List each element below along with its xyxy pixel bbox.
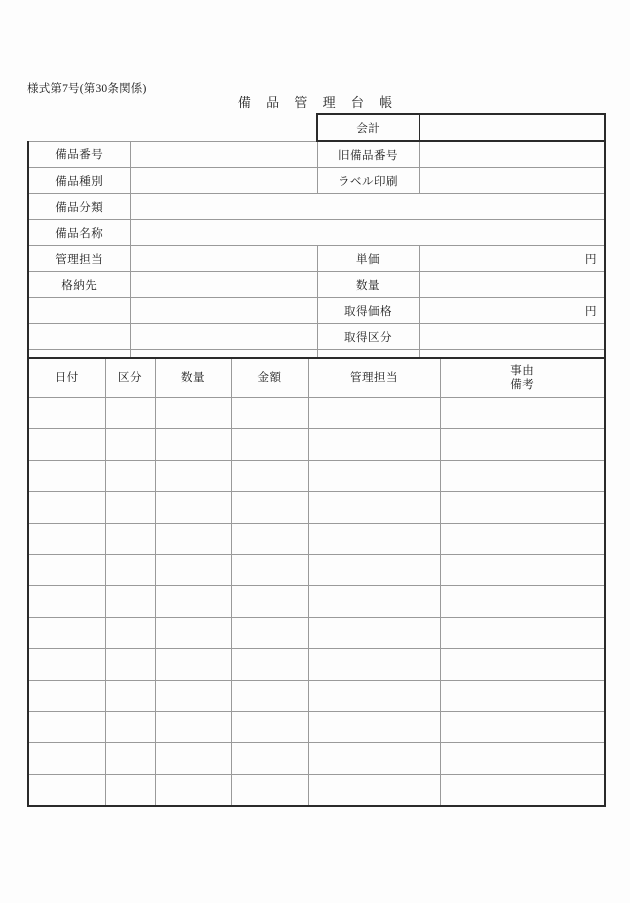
page-title: 備 品 管 理 台 帳 <box>237 95 399 110</box>
ledger-cell[interactable] <box>231 429 308 460</box>
value-old-equipment-number[interactable] <box>419 141 605 168</box>
info-row-equipment-number <box>28 141 605 168</box>
ledger-cell[interactable] <box>440 398 605 429</box>
ledger-cell[interactable] <box>105 398 155 429</box>
ledger-cell[interactable] <box>155 554 231 585</box>
table-row <box>28 774 605 806</box>
ledger-body <box>28 398 605 807</box>
ledger-cell[interactable] <box>28 743 105 774</box>
table-row <box>28 398 605 429</box>
column-header-remarks: 備考 <box>510 379 535 391</box>
info-row-equipment-type <box>28 168 605 194</box>
label-blank-2 <box>28 324 130 350</box>
info-row-equipment-category <box>28 194 605 220</box>
label-unit-price: 単価 <box>317 246 419 272</box>
ledger-cell[interactable] <box>155 649 231 680</box>
ledger-cell[interactable] <box>308 680 440 711</box>
equipment-info-table <box>27 113 606 377</box>
value-quantity[interactable] <box>419 272 605 298</box>
ledger-cell[interactable] <box>308 711 440 742</box>
ledger-cell[interactable] <box>105 743 155 774</box>
ledger-cell[interactable] <box>440 523 605 554</box>
ledger-cell[interactable] <box>231 398 308 429</box>
column-header-date-line1: 日付 <box>54 371 79 384</box>
ledger-cell[interactable] <box>308 398 440 429</box>
label-equipment-name: 備品名称 <box>28 220 130 246</box>
ledger-cell[interactable] <box>28 617 105 648</box>
ledger-cell[interactable] <box>155 743 231 774</box>
value-unit-price[interactable]: 円 <box>419 246 605 272</box>
ledger-cell[interactable] <box>155 617 231 648</box>
column-header-amount <box>231 358 308 398</box>
ledger-cell[interactable] <box>155 398 231 429</box>
ledger-cell[interactable] <box>308 586 440 617</box>
value-storage-location[interactable] <box>130 272 317 298</box>
ledger-cell[interactable] <box>155 429 231 460</box>
column-header-classification-line1: 区分 <box>118 371 142 384</box>
value-equipment-name[interactable] <box>130 220 605 246</box>
ledger-cell[interactable] <box>231 460 308 491</box>
label-manager: 管理担当 <box>28 246 130 272</box>
ledger-cell[interactable] <box>105 774 155 806</box>
info-row-manager <box>28 246 605 272</box>
ledger-cell[interactable] <box>105 492 155 523</box>
table-row <box>28 743 605 774</box>
ledger-cell[interactable] <box>231 492 308 523</box>
value-manager[interactable] <box>130 246 317 272</box>
ledger-cell[interactable] <box>440 460 605 491</box>
spacer-cell-left <box>28 114 130 141</box>
ledger-cell[interactable] <box>440 743 605 774</box>
ledger-cell[interactable] <box>440 711 605 742</box>
info-row-accounting <box>28 114 605 141</box>
label-acquisition-price: 取得価格 <box>317 298 419 324</box>
ledger-header-row <box>28 358 605 398</box>
ledger-cell[interactable] <box>308 429 440 460</box>
table-row <box>28 586 605 617</box>
ledger-cell[interactable] <box>231 586 308 617</box>
table-row <box>28 523 605 554</box>
ledger-cell[interactable] <box>105 460 155 491</box>
column-header-classification <box>105 358 155 398</box>
ledger-cell[interactable] <box>308 523 440 554</box>
form-number: 様式第7号(第30条関係) <box>27 83 147 95</box>
ledger-cell[interactable] <box>155 492 231 523</box>
label-equipment-number: 備品番号 <box>28 141 130 168</box>
label-equipment-category: 備品分類 <box>28 194 130 220</box>
info-row-equipment-name <box>28 220 605 246</box>
value-equipment-number[interactable] <box>130 141 317 168</box>
column-header-reason: 事由 <box>510 364 535 377</box>
label-accounting: 会計 <box>317 114 419 141</box>
value-label-printing[interactable] <box>419 168 605 194</box>
ledger-cell[interactable] <box>28 398 105 429</box>
ledger-cell[interactable] <box>28 774 105 806</box>
column-header-amount-line1: 金額 <box>257 371 282 384</box>
column-header-quantity <box>155 358 231 398</box>
ledger-cell[interactable] <box>231 523 308 554</box>
ledger-cell[interactable] <box>155 680 231 711</box>
table-row <box>28 554 605 585</box>
ledger-cell[interactable] <box>155 711 231 742</box>
ledger-cell[interactable] <box>105 680 155 711</box>
column-header-manager <box>308 358 440 398</box>
ledger-cell[interactable] <box>308 774 440 806</box>
ledger-cell[interactable] <box>155 460 231 491</box>
label-label-printing: ラベル印刷 <box>317 168 419 194</box>
ledger-cell[interactable] <box>440 680 605 711</box>
ledger-cell[interactable] <box>105 617 155 648</box>
ledger-cell[interactable] <box>105 523 155 554</box>
column-header-date <box>28 358 105 398</box>
label-equipment-type: 備品種別 <box>28 168 130 194</box>
ledger-cell[interactable] <box>105 586 155 617</box>
ledger-cell[interactable] <box>308 492 440 523</box>
ledger-cell[interactable] <box>308 649 440 680</box>
ledger-cell[interactable] <box>28 649 105 680</box>
ledger-cell[interactable] <box>28 429 105 460</box>
label-old-equipment-number: 旧備品番号 <box>317 141 419 168</box>
ledger-cell[interactable] <box>105 711 155 742</box>
column-header-reason-remarks <box>440 358 605 398</box>
ledger-cell[interactable] <box>28 523 105 554</box>
ledger-cell[interactable] <box>440 586 605 617</box>
value-equipment-category[interactable] <box>130 194 605 220</box>
table-row <box>28 711 605 742</box>
ledger-cell[interactable] <box>105 649 155 680</box>
info-row-acquisition-price <box>28 298 605 324</box>
ledger-cell[interactable] <box>28 711 105 742</box>
value-equipment-type[interactable] <box>130 168 317 194</box>
table-row <box>28 649 605 680</box>
ledger-cell[interactable] <box>440 554 605 585</box>
transaction-ledger-table-wrapper <box>27 357 604 807</box>
ledger-cell[interactable] <box>231 617 308 648</box>
column-header-quantity-line1: 数量 <box>181 371 205 384</box>
value-blank-2[interactable] <box>130 324 317 350</box>
ledger-cell[interactable] <box>155 523 231 554</box>
ledger-cell[interactable] <box>28 554 105 585</box>
ledger-cell[interactable] <box>231 743 308 774</box>
ledger-cell[interactable] <box>28 460 105 491</box>
ledger-cell[interactable] <box>28 586 105 617</box>
ledger-cell[interactable] <box>105 429 155 460</box>
ledger-cell[interactable] <box>308 617 440 648</box>
ledger-cell[interactable] <box>308 460 440 491</box>
ledger-cell[interactable] <box>28 492 105 523</box>
ledger-cell[interactable] <box>231 554 308 585</box>
ledger-cell[interactable] <box>105 554 155 585</box>
info-row-storage-location <box>28 272 605 298</box>
ledger-cell[interactable] <box>28 680 105 711</box>
label-quantity: 数量 <box>317 272 419 298</box>
ledger-cell[interactable] <box>440 774 605 806</box>
label-acquisition-type: 取得区分 <box>317 324 419 350</box>
ledger-cell[interactable] <box>440 617 605 648</box>
value-acquisition-price[interactable]: 円 <box>419 298 605 324</box>
ledger-cell[interactable] <box>231 711 308 742</box>
ledger-cell[interactable] <box>440 492 605 523</box>
value-acquisition-type[interactable] <box>419 324 605 350</box>
ledger-cell[interactable] <box>440 429 605 460</box>
label-storage-location: 格納先 <box>28 272 130 298</box>
equipment-info-table-wrapper <box>27 113 604 377</box>
spacer-cell-left2 <box>130 114 317 141</box>
ledger-cell[interactable] <box>440 649 605 680</box>
ledger-cell[interactable] <box>155 774 231 806</box>
transaction-ledger-table <box>27 357 606 807</box>
ledger-cell[interactable] <box>231 649 308 680</box>
value-blank-1[interactable] <box>130 298 317 324</box>
label-blank-1 <box>28 298 130 324</box>
column-header-manager-line1: 管理担当 <box>350 371 398 384</box>
value-accounting[interactable] <box>419 114 605 141</box>
table-row <box>28 617 605 648</box>
table-row <box>28 429 605 460</box>
ledger-cell[interactable] <box>308 743 440 774</box>
ledger-cell[interactable] <box>231 680 308 711</box>
ledger-cell[interactable] <box>308 554 440 585</box>
info-row-acquisition-type <box>28 324 605 350</box>
table-row <box>28 460 605 491</box>
table-row <box>28 492 605 523</box>
ledger-cell[interactable] <box>155 586 231 617</box>
table-row <box>28 680 605 711</box>
ledger-cell[interactable] <box>231 774 308 806</box>
